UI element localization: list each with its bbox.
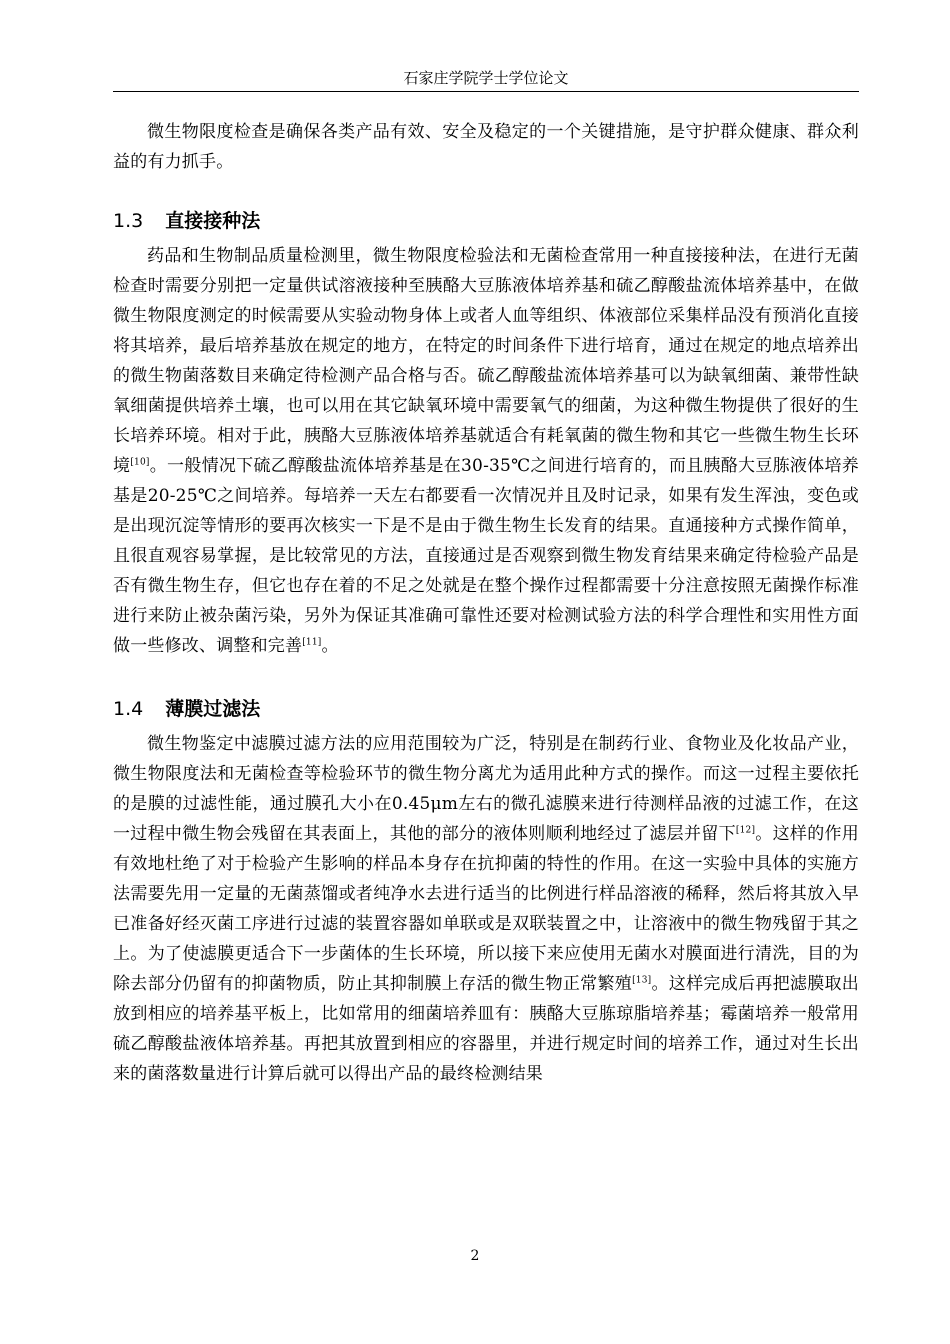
- paragraph-text: 。一般情况下硫乙醇酸盐流体培养基是在30-35℃之间进行培育的，而且胰酪大豆胨液体培养基是20-25℃之间培养。每培养一天左右都要看一次情况并且及时记录，如果有发生浑浊，变色或是出现沉淀等情形的要再次核实一下是不是由于微生物生长发育的结果。直通接种方式操作简单，且很直观容易掌握，是比较常见的方法，直接通过是否观察到微生物发育结果来确定待检验产品是否有微生物生存，但它也存在着的不足之处就是在整个操作过程都需要十分注意按照无菌操作标准进行来防止被杂菌污染，另外为保证其准确可靠性还要对检测试验方法的科学合理性和实用性方面做一些修改、调整和完善: [113, 456, 860, 656]
- section-title: 薄膜过滤法: [165, 698, 261, 720]
- section-1-3-paragraph: [113, 241, 859, 661]
- intro-paragraph: 微生物限度检查是确保各类产品有效、安全及稳定的一个关键措施，是守护群众健康、群众利益的有力抓手。: [113, 122, 859, 172]
- section-title: 直接接种法: [165, 210, 261, 232]
- citation-ref: [10]: [130, 457, 150, 468]
- paragraph-text: 。: [321, 636, 339, 656]
- section-number: 1.3: [113, 210, 144, 232]
- paragraph-text: 微生物鉴定中滤膜过滤方法的应用范围较为广泛，特别是在制药行业、食物业及化妆品产业，微生物限度法和无菌检查等检验环节的微生物分离尤为适用此种方式的操作。而这一过程主要依托的是膜的过滤性能，通过膜孔大小在0.45μm左右的微孔滤膜来进行待测样品液的过滤工作，在这一过程中微生物会残留在其表面上，其他的部分的液体则顺利地经过了滤层并留下: [113, 734, 859, 844]
- page-body: [113, 117, 859, 1089]
- section-number: 1.4: [113, 698, 144, 720]
- section-heading-1-3: [113, 207, 859, 235]
- paragraph-text: 药品和生物制品质量检测里，微生物限度检验法和无菌检查常用一种直接接种法，在进行无菌检查时需要分别把一定量供试溶液接种至胰酪大豆胨液体培养基和硫乙醇酸盐流体培养基中，在做微生物限度测定的时候需要从实验动物身体上或者人血等组织、体液部位采集样品没有预消化直接将其培养，最后培养基放在规定的地方，在特定的时间条件下进行培育，通过在规定的地点培养出的微生物菌落数目来确定待检测产品合格与否。硫乙醇酸盐流体培养基可以为缺氧细菌、兼带性缺氧细菌提供培养土壤，也可以用在其它缺氧环境中需要氧气的细菌，为这种微生物提供了很好的生长培养环境。相对于此，胰酪大豆胨液体培养基就适合有耗氧菌的微生物和其它一些微生物生长环境: [113, 246, 859, 476]
- paragraph-text: 。这样的作用有效地杜绝了对于检验产生影响的样品本身存在抗抑菌的特性的作用。在这一实验中具体的实施方法需要先用一定量的无菌蒸馏或者纯净水去进行适当的比例进行样品溶液的稀释，然后将其放入早已准备好经灭菌工序进行过滤的装置容器如单联或是双联装置之中，让溶液中的微生物残留于其之上。为了使滤膜更适合下一步菌体的生长环境，所以接下来应使用无菌水对膜面进行清洗，目的为除去部分仍留有的抑菌物质，防止其抑制膜上存活的微生物正常繁殖: [113, 824, 860, 994]
- section-1-4-paragraph: [113, 729, 859, 1089]
- citation-ref: [11]: [302, 637, 322, 648]
- citation-ref: [12]: [735, 825, 756, 836]
- header-rule: [113, 91, 859, 92]
- page-number: 2: [470, 1248, 480, 1264]
- paragraph-text: 。这样完成后再把滤膜取出放到相应的培养基平板上，比如常用的细菌培养皿有：胰酪大豆胨琼脂培养基；霉菌培养一般常用硫乙醇酸盐液体培养基。再把其放置到相应的容器里，并进行规定时间的培养工作，通过对生长出来的菌落数量进行计算后就可以得出产品的最终检测结果: [113, 974, 860, 1084]
- running-header: 石家庄学院学士学位论文: [403, 69, 569, 87]
- citation-ref: [13]: [632, 975, 652, 986]
- section-heading-1-4: [113, 695, 859, 723]
